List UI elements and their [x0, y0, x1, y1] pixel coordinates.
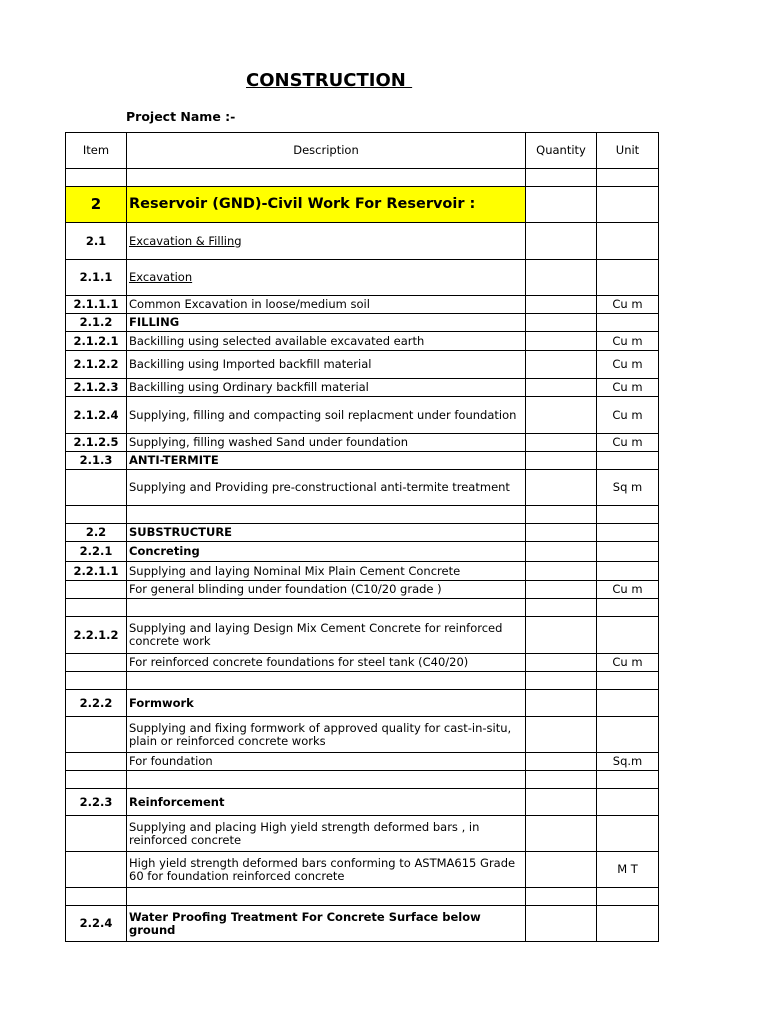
row-unit — [597, 223, 659, 260]
row-description — [127, 672, 526, 690]
row-description — [127, 296, 526, 314]
row-item-number — [66, 654, 127, 672]
row-unit — [597, 187, 659, 223]
row-description — [127, 169, 526, 187]
row-quantity — [526, 888, 597, 906]
row-description-text: Backilling using selected available excavated earth — [129, 333, 425, 348]
row-description — [127, 771, 526, 789]
row-description — [127, 753, 526, 771]
row-unit: Cu m — [597, 397, 659, 434]
row-quantity — [526, 452, 597, 470]
row-unit — [597, 672, 659, 690]
table-row — [66, 617, 659, 654]
row-item-number: 2.2.1.1 — [66, 562, 127, 581]
row-unit — [597, 452, 659, 470]
row-quantity — [526, 617, 597, 654]
row-description — [127, 581, 526, 599]
table-row — [66, 690, 659, 717]
table-row — [66, 906, 659, 942]
row-unit — [597, 506, 659, 524]
row-description — [127, 506, 526, 524]
row-description-text: Reservoir (GND)-Civil Work For Reservoir : — [129, 196, 476, 212]
row-unit: Cu m — [597, 581, 659, 599]
table-row — [66, 260, 659, 296]
row-quantity — [526, 581, 597, 599]
table-row — [66, 562, 659, 581]
row-description-text: Reinforcement — [129, 794, 225, 809]
row-description-text: Supplying and laying Nominal Mix Plain Cement Concrete — [129, 563, 461, 578]
row-unit — [597, 816, 659, 852]
row-description-text: Backilling using Imported backfill material — [129, 357, 372, 371]
row-item-number — [66, 888, 127, 906]
row-description — [127, 332, 526, 351]
document-title: CONSTRUCTION — [246, 70, 413, 91]
row-description — [127, 351, 526, 379]
row-unit — [597, 260, 659, 296]
table-header-row — [66, 133, 659, 169]
row-description — [127, 397, 526, 434]
row-unit — [597, 690, 659, 717]
row-description — [127, 379, 526, 397]
header-description: Description — [127, 133, 526, 169]
row-item-number: 2.1.2.1 — [66, 332, 127, 351]
row-item-number: 2.1.1 — [66, 260, 127, 296]
table-row — [66, 542, 659, 562]
table-row — [66, 296, 659, 314]
header-unit: Unit — [597, 133, 659, 169]
row-unit: Cu m — [597, 379, 659, 397]
row-quantity — [526, 599, 597, 617]
row-description — [127, 617, 526, 654]
row-unit: M T — [597, 852, 659, 888]
table-row — [66, 599, 659, 617]
row-item-number — [66, 852, 127, 888]
row-description-text: Water Proofing Treatment For Concrete Surface below ground — [129, 909, 481, 937]
row-quantity — [526, 187, 597, 223]
row-description — [127, 690, 526, 717]
row-quantity — [526, 789, 597, 816]
row-description-text: High yield strength deformed bars conforming to ASTMA615 Grade 60 for foundation reinforced concrete — [129, 855, 516, 883]
row-item-number — [66, 599, 127, 617]
row-quantity — [526, 434, 597, 452]
row-description — [127, 223, 526, 260]
row-quantity — [526, 906, 597, 942]
row-description-text: For general blinding under foundation (C10/20 grade ) — [129, 582, 442, 596]
row-quantity — [526, 223, 597, 260]
row-quantity — [526, 332, 597, 351]
row-description — [127, 187, 526, 223]
row-quantity — [526, 296, 597, 314]
row-description-text: Supplying and Providing pre-constructional anti-termite treatment — [129, 480, 510, 494]
row-description-text: Common Excavation in loose/medium soil — [129, 297, 370, 311]
row-item-number: 2.2 — [66, 524, 127, 542]
row-quantity — [526, 260, 597, 296]
row-item-number: 2.1 — [66, 223, 127, 260]
row-quantity — [526, 771, 597, 789]
row-unit — [597, 169, 659, 187]
row-unit — [597, 906, 659, 942]
boq-table — [65, 132, 659, 942]
row-item-number — [66, 169, 127, 187]
row-unit — [597, 524, 659, 542]
row-quantity — [526, 351, 597, 379]
header-quantity: Quantity — [526, 133, 597, 169]
row-unit — [597, 717, 659, 753]
row-unit: Cu m — [597, 351, 659, 379]
row-item-number: 2.1.2 — [66, 314, 127, 332]
row-item-number: 2.1.2.3 — [66, 379, 127, 397]
row-unit — [597, 314, 659, 332]
row-item-number — [66, 470, 127, 506]
row-unit: Cu m — [597, 296, 659, 314]
row-description-text: Concreting — [129, 544, 200, 558]
row-quantity — [526, 717, 597, 753]
row-description — [127, 542, 526, 562]
row-quantity — [526, 470, 597, 506]
row-quantity — [526, 542, 597, 562]
row-description-text: Backilling using Ordinary backfill material — [129, 380, 369, 394]
row-description — [127, 524, 526, 542]
row-description — [127, 654, 526, 672]
row-quantity — [526, 524, 597, 542]
row-item-number: 2.1.2.5 — [66, 434, 127, 452]
row-unit: Sq m — [597, 470, 659, 506]
row-quantity — [526, 654, 597, 672]
row-unit — [597, 599, 659, 617]
row-description — [127, 599, 526, 617]
table-row — [66, 351, 659, 379]
row-item-number — [66, 717, 127, 753]
row-item-number: 2.1.1.1 — [66, 296, 127, 314]
row-description-text: ANTI-TERMITE — [129, 453, 219, 467]
row-item-number: 2.1.2.2 — [66, 351, 127, 379]
table-row — [66, 771, 659, 789]
table-row — [66, 187, 659, 223]
row-item-number: 2.2.1.2 — [66, 617, 127, 654]
table-row — [66, 852, 659, 888]
row-item-number: 2.1.2.4 — [66, 397, 127, 434]
row-item-number: 2.2.2 — [66, 690, 127, 717]
row-quantity — [526, 690, 597, 717]
row-item-number — [66, 753, 127, 771]
row-unit — [597, 888, 659, 906]
table-row — [66, 314, 659, 332]
row-description — [127, 470, 526, 506]
row-description — [127, 717, 526, 753]
table-row — [66, 753, 659, 771]
table-row — [66, 452, 659, 470]
row-description-text: For reinforced concrete foundations for steel tank (C40/20) — [129, 655, 469, 669]
row-item-number — [66, 581, 127, 599]
table-row — [66, 888, 659, 906]
table-row — [66, 223, 659, 260]
row-description-text: Supplying, filling washed Sand under foundation — [129, 435, 409, 449]
row-item-number: 2.2.1 — [66, 542, 127, 562]
row-unit: Sq.m — [597, 753, 659, 771]
row-unit — [597, 771, 659, 789]
table-row — [66, 524, 659, 542]
table-row — [66, 789, 659, 816]
row-quantity — [526, 816, 597, 852]
row-item-number: 2.2.3 — [66, 789, 127, 816]
row-description — [127, 434, 526, 452]
row-description — [127, 789, 526, 816]
row-description — [127, 852, 526, 888]
table-row — [66, 470, 659, 506]
row-unit — [597, 542, 659, 562]
table-row — [66, 332, 659, 351]
row-description-text: Supplying, filling and compacting soil replacment under foundation — [129, 407, 517, 422]
table-row — [66, 672, 659, 690]
row-unit: Cu m — [597, 654, 659, 672]
table-row — [66, 816, 659, 852]
row-quantity — [526, 753, 597, 771]
row-quantity — [526, 397, 597, 434]
row-quantity — [526, 506, 597, 524]
row-description-text: Excavation — [129, 270, 193, 284]
row-quantity — [526, 562, 597, 581]
row-unit — [597, 617, 659, 654]
row-item-number: 2 — [66, 187, 127, 223]
table-row — [66, 717, 659, 753]
row-description-text: SUBSTRUCTURE — [129, 525, 233, 539]
row-description-text: Supplying and fixing formwork of approved quality for cast-in-situ, plain or reinforced concrete works — [129, 720, 512, 748]
row-unit — [597, 789, 659, 816]
table-row — [66, 397, 659, 434]
row-description-text: FILLING — [129, 315, 180, 329]
table-row — [66, 169, 659, 187]
row-description — [127, 260, 526, 296]
row-description — [127, 888, 526, 906]
row-item-number: 2.1.3 — [66, 452, 127, 470]
row-item-number — [66, 816, 127, 852]
row-quantity — [526, 672, 597, 690]
row-unit: Cu m — [597, 434, 659, 452]
row-quantity — [526, 169, 597, 187]
row-quantity — [526, 314, 597, 332]
project-name-label: Project Name :- — [126, 109, 236, 124]
row-description-text: Formwork — [129, 695, 194, 710]
row-unit: Cu m — [597, 332, 659, 351]
row-description — [127, 906, 526, 942]
table-row — [66, 434, 659, 452]
row-description-text: Supplying and placing High yield strength deformed bars , in reinforced concrete — [129, 819, 480, 847]
table-row — [66, 581, 659, 599]
header-item: Item — [66, 133, 127, 169]
row-quantity — [526, 852, 597, 888]
row-item-number — [66, 771, 127, 789]
row-item-number: 2.2.4 — [66, 906, 127, 942]
row-unit — [597, 562, 659, 581]
row-item-number — [66, 506, 127, 524]
table-row — [66, 654, 659, 672]
row-description-text: For foundation — [129, 754, 213, 768]
row-item-number — [66, 672, 127, 690]
table-row — [66, 379, 659, 397]
row-description-text: Excavation & Filling — [129, 233, 242, 248]
row-description — [127, 562, 526, 581]
row-quantity — [526, 379, 597, 397]
table-row — [66, 506, 659, 524]
row-description — [127, 314, 526, 332]
row-description-text: Supplying and laying Design Mix Cement Concrete for reinforced concrete work — [129, 621, 503, 648]
row-description — [127, 816, 526, 852]
row-description — [127, 452, 526, 470]
